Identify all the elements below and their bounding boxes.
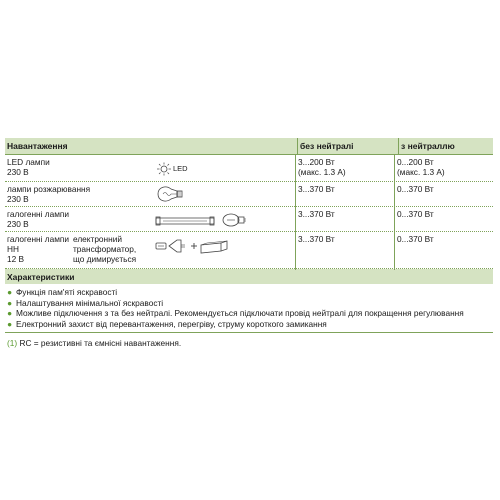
value-with-neutral: 0...370 Вт xyxy=(397,209,434,219)
load-table xyxy=(5,138,493,348)
load-voltage: 230 В xyxy=(7,219,29,229)
footnote-text: RC = резистивні та ємнісні навантаження. xyxy=(19,338,182,348)
header-load: Навантаження xyxy=(7,141,68,151)
list-item: ● Налаштування мінімальної яскравості xyxy=(7,297,164,308)
value-with-neutral-max: (макс. 1.3 A) xyxy=(397,167,445,177)
value-no-neutral-max: (макс. 1.3 A) xyxy=(298,167,346,177)
bullet-icon: ● xyxy=(7,308,13,318)
halogen-bulb-icon xyxy=(219,207,247,231)
header-with-neutral: з нейтраллю xyxy=(398,138,493,154)
transformer-label: що димирується xyxy=(73,254,137,264)
value-with-neutral: 0...200 Вт xyxy=(397,157,434,167)
led-lamp-icon xyxy=(155,155,188,181)
load-name: LED лампи xyxy=(7,157,50,167)
value-no-neutral: 3...370 Вт xyxy=(298,209,335,219)
value-no-neutral: 3...200 Вт xyxy=(298,157,335,167)
value-no-neutral: 3...370 Вт xyxy=(298,184,335,194)
footnote-ref: (1) xyxy=(7,338,18,348)
load-voltage: 230 В xyxy=(7,194,29,204)
load-name: галогенні лампи xyxy=(7,234,70,244)
transformer-label: електронний xyxy=(73,234,122,244)
bullet-icon: ● xyxy=(7,287,13,297)
value-no-neutral: 3...370 Вт xyxy=(298,234,335,244)
transformer-label: трансформатор, xyxy=(73,244,137,254)
load-voltage: 12 В xyxy=(7,254,25,264)
list-item: ● Електронний захист від перевантаження, перегріву, струму короткого замикання xyxy=(7,318,327,329)
load-name: лампи розжарювання xyxy=(7,184,91,194)
bullet-icon: ● xyxy=(7,318,13,329)
led-label: LED xyxy=(173,164,188,173)
header-no-neutral: без нейтралі xyxy=(297,138,398,154)
value-with-neutral: 0...370 Вт xyxy=(397,234,434,244)
value-with-neutral: 0...370 Вт xyxy=(397,184,434,194)
list-item: ● Функція пам'яті яскравості xyxy=(7,287,118,297)
halogen-tube-icon xyxy=(155,207,215,231)
load-voltage: 230 В xyxy=(7,167,29,177)
load-name: галогенні лампи xyxy=(7,209,70,219)
load-type: НН xyxy=(7,244,19,254)
table-header xyxy=(5,138,493,155)
bullet-icon: ● xyxy=(7,297,13,308)
list-item: ● Можливе підключення з та без нейтралі. Рекомендується підключати провід нейтралі для покращення регулювання xyxy=(7,308,464,318)
features-title: Характеристики xyxy=(5,269,493,284)
halogen-transformer-icon xyxy=(155,232,235,268)
table-row xyxy=(5,232,493,269)
table-row xyxy=(5,182,493,207)
features-list xyxy=(5,284,493,333)
footnote xyxy=(5,333,493,348)
table-row xyxy=(5,155,493,182)
incandescent-bulb-icon xyxy=(155,182,185,206)
table-row xyxy=(5,207,493,232)
